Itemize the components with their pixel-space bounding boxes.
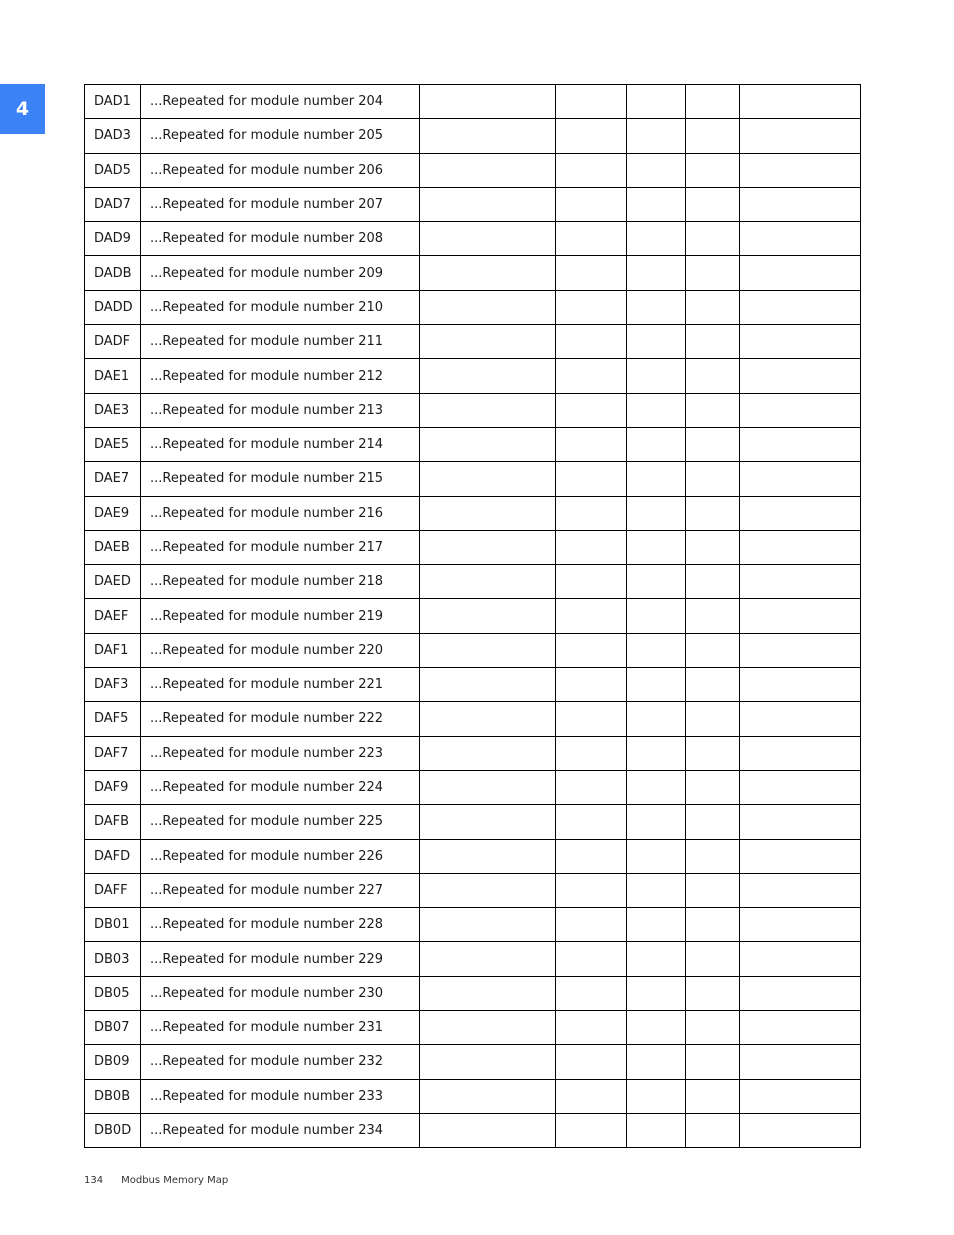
empty-cell (740, 805, 861, 839)
empty-cell (556, 393, 627, 427)
empty-cell (686, 770, 740, 804)
empty-cell (686, 187, 740, 221)
empty-cell (686, 1113, 740, 1147)
empty-cell (740, 359, 861, 393)
description-cell: ...Repeated for module number 224 (141, 770, 420, 804)
description-cell: ...Repeated for module number 207 (141, 187, 420, 221)
empty-cell (420, 325, 556, 359)
empty-cell (627, 1011, 686, 1045)
empty-cell (627, 736, 686, 770)
empty-cell (740, 1079, 861, 1113)
empty-cell (686, 530, 740, 564)
empty-cell (420, 359, 556, 393)
empty-cell (686, 1079, 740, 1113)
description-cell: ...Repeated for module number 227 (141, 873, 420, 907)
empty-cell (686, 393, 740, 427)
table-row (85, 530, 861, 564)
table-row (85, 85, 861, 119)
empty-cell (627, 427, 686, 461)
empty-cell (627, 805, 686, 839)
empty-cell (420, 222, 556, 256)
description-cell: ...Repeated for module number 211 (141, 325, 420, 359)
table-row (85, 325, 861, 359)
empty-cell (556, 873, 627, 907)
empty-cell (740, 770, 861, 804)
table-row (85, 839, 861, 873)
empty-cell (686, 256, 740, 290)
empty-cell (740, 462, 861, 496)
empty-cell (556, 325, 627, 359)
empty-cell (420, 187, 556, 221)
empty-cell (627, 187, 686, 221)
empty-cell (627, 496, 686, 530)
empty-cell (556, 222, 627, 256)
empty-cell (740, 702, 861, 736)
empty-cell (627, 1079, 686, 1113)
table-row (85, 633, 861, 667)
empty-cell (627, 908, 686, 942)
table-row (85, 222, 861, 256)
empty-cell (740, 393, 861, 427)
empty-cell (740, 187, 861, 221)
address-cell: DAF9 (85, 770, 141, 804)
empty-cell (420, 1079, 556, 1113)
empty-cell (740, 976, 861, 1010)
address-cell: DB05 (85, 976, 141, 1010)
description-cell: ...Repeated for module number 218 (141, 565, 420, 599)
empty-cell (420, 462, 556, 496)
empty-cell (420, 1113, 556, 1147)
table-row (85, 1113, 861, 1147)
empty-cell (686, 427, 740, 461)
empty-cell (740, 1011, 861, 1045)
empty-cell (627, 976, 686, 1010)
table-row (85, 805, 861, 839)
address-cell: DAD1 (85, 85, 141, 119)
table-row (85, 187, 861, 221)
empty-cell (627, 359, 686, 393)
empty-cell (686, 668, 740, 702)
empty-cell (556, 633, 627, 667)
table-row (85, 668, 861, 702)
description-cell: ...Repeated for module number 213 (141, 393, 420, 427)
description-cell: ...Repeated for module number 229 (141, 942, 420, 976)
empty-cell (686, 976, 740, 1010)
table-row (85, 496, 861, 530)
empty-cell (556, 908, 627, 942)
empty-cell (556, 942, 627, 976)
address-cell: DAFD (85, 839, 141, 873)
address-cell: DB0B (85, 1079, 141, 1113)
empty-cell (686, 908, 740, 942)
empty-cell (686, 702, 740, 736)
address-cell: DB03 (85, 942, 141, 976)
table-row (85, 393, 861, 427)
address-cell: DAD5 (85, 153, 141, 187)
description-cell: ...Repeated for module number 215 (141, 462, 420, 496)
address-cell: DB01 (85, 908, 141, 942)
empty-cell (740, 530, 861, 564)
empty-cell (627, 153, 686, 187)
empty-cell (627, 668, 686, 702)
description-cell: ...Repeated for module number 225 (141, 805, 420, 839)
empty-cell (420, 633, 556, 667)
address-cell: DAE7 (85, 462, 141, 496)
empty-cell (556, 770, 627, 804)
empty-cell (420, 668, 556, 702)
address-cell: DB0D (85, 1113, 141, 1147)
empty-cell (627, 599, 686, 633)
empty-cell (686, 496, 740, 530)
address-cell: DAF5 (85, 702, 141, 736)
empty-cell (420, 908, 556, 942)
empty-cell (556, 565, 627, 599)
section-title: Modbus Memory Map (121, 1175, 229, 1186)
table-row (85, 1079, 861, 1113)
empty-cell (556, 702, 627, 736)
empty-cell (686, 462, 740, 496)
page-number: 134 (84, 1175, 104, 1186)
empty-cell (686, 153, 740, 187)
empty-cell (740, 839, 861, 873)
table-row (85, 908, 861, 942)
empty-cell (420, 942, 556, 976)
memory-map-body (85, 85, 861, 1148)
table-row (85, 290, 861, 324)
description-cell: ...Repeated for module number 214 (141, 427, 420, 461)
description-cell: ...Repeated for module number 223 (141, 736, 420, 770)
description-cell: ...Repeated for module number 232 (141, 1045, 420, 1079)
empty-cell (556, 153, 627, 187)
description-cell: ...Repeated for module number 231 (141, 1011, 420, 1045)
description-cell: ...Repeated for module number 210 (141, 290, 420, 324)
empty-cell (420, 702, 556, 736)
empty-cell (556, 256, 627, 290)
empty-cell (627, 1045, 686, 1079)
empty-cell (556, 839, 627, 873)
empty-cell (740, 736, 861, 770)
empty-cell (627, 942, 686, 976)
empty-cell (420, 805, 556, 839)
empty-cell (556, 1113, 627, 1147)
table-row (85, 873, 861, 907)
address-cell: DAE1 (85, 359, 141, 393)
empty-cell (740, 290, 861, 324)
empty-cell (627, 119, 686, 153)
address-cell: DAE3 (85, 393, 141, 427)
empty-cell (686, 1045, 740, 1079)
table-row (85, 599, 861, 633)
address-cell: DAEF (85, 599, 141, 633)
empty-cell (556, 462, 627, 496)
empty-cell (556, 1079, 627, 1113)
description-cell: ...Repeated for module number 212 (141, 359, 420, 393)
empty-cell (686, 290, 740, 324)
empty-cell (420, 119, 556, 153)
description-cell: ...Repeated for module number 233 (141, 1079, 420, 1113)
address-cell: DAEB (85, 530, 141, 564)
empty-cell (686, 222, 740, 256)
empty-cell (686, 565, 740, 599)
table-row (85, 119, 861, 153)
empty-cell (556, 85, 627, 119)
description-cell: ...Repeated for module number 230 (141, 976, 420, 1010)
description-cell: ...Repeated for module number 226 (141, 839, 420, 873)
address-cell: DAF7 (85, 736, 141, 770)
empty-cell (556, 668, 627, 702)
empty-cell (740, 153, 861, 187)
empty-cell (686, 873, 740, 907)
address-cell: DAFB (85, 805, 141, 839)
empty-cell (556, 976, 627, 1010)
empty-cell (556, 599, 627, 633)
memory-map-table (84, 84, 861, 1148)
empty-cell (627, 85, 686, 119)
description-cell: ...Repeated for module number 209 (141, 256, 420, 290)
table-row (85, 736, 861, 770)
empty-cell (686, 359, 740, 393)
address-cell: DAF1 (85, 633, 141, 667)
empty-cell (420, 496, 556, 530)
empty-cell (420, 736, 556, 770)
address-cell: DAF3 (85, 668, 141, 702)
empty-cell (420, 873, 556, 907)
empty-cell (740, 668, 861, 702)
address-cell: DADD (85, 290, 141, 324)
empty-cell (627, 222, 686, 256)
empty-cell (420, 599, 556, 633)
empty-cell (686, 1011, 740, 1045)
empty-cell (627, 873, 686, 907)
empty-cell (627, 462, 686, 496)
address-cell: DADF (85, 325, 141, 359)
empty-cell (686, 805, 740, 839)
empty-cell (556, 290, 627, 324)
empty-cell (556, 187, 627, 221)
empty-cell (420, 530, 556, 564)
empty-cell (686, 85, 740, 119)
empty-cell (627, 256, 686, 290)
empty-cell (740, 633, 861, 667)
address-cell: DAD7 (85, 187, 141, 221)
empty-cell (420, 153, 556, 187)
empty-cell (420, 393, 556, 427)
description-cell: ...Repeated for module number 219 (141, 599, 420, 633)
chapter-tab: 4 (0, 84, 45, 134)
description-cell: ...Repeated for module number 220 (141, 633, 420, 667)
empty-cell (686, 839, 740, 873)
address-cell: DAFF (85, 873, 141, 907)
empty-cell (420, 976, 556, 1010)
table-row (85, 153, 861, 187)
empty-cell (556, 805, 627, 839)
empty-cell (556, 530, 627, 564)
empty-cell (556, 359, 627, 393)
empty-cell (740, 325, 861, 359)
empty-cell (420, 256, 556, 290)
empty-cell (686, 942, 740, 976)
table-row (85, 770, 861, 804)
empty-cell (627, 702, 686, 736)
empty-cell (420, 1045, 556, 1079)
empty-cell (740, 222, 861, 256)
table-row (85, 976, 861, 1010)
empty-cell (556, 427, 627, 461)
empty-cell (627, 633, 686, 667)
table-row (85, 942, 861, 976)
empty-cell (686, 736, 740, 770)
table-row (85, 1045, 861, 1079)
empty-cell (556, 1011, 627, 1045)
address-cell: DAE9 (85, 496, 141, 530)
empty-cell (627, 290, 686, 324)
description-cell: ...Repeated for module number 204 (141, 85, 420, 119)
empty-cell (686, 599, 740, 633)
empty-cell (627, 1113, 686, 1147)
empty-cell (740, 496, 861, 530)
empty-cell (420, 290, 556, 324)
empty-cell (740, 873, 861, 907)
empty-cell (420, 1011, 556, 1045)
empty-cell (740, 942, 861, 976)
description-cell: ...Repeated for module number 208 (141, 222, 420, 256)
empty-cell (740, 599, 861, 633)
description-cell: ...Repeated for module number 205 (141, 119, 420, 153)
empty-cell (627, 393, 686, 427)
empty-cell (740, 85, 861, 119)
empty-cell (740, 1113, 861, 1147)
empty-cell (627, 565, 686, 599)
address-cell: DB09 (85, 1045, 141, 1079)
address-cell: DAD3 (85, 119, 141, 153)
empty-cell (420, 85, 556, 119)
empty-cell (627, 839, 686, 873)
empty-cell (740, 119, 861, 153)
table-row (85, 565, 861, 599)
table-row (85, 462, 861, 496)
empty-cell (627, 530, 686, 564)
description-cell: ...Repeated for module number 217 (141, 530, 420, 564)
description-cell: ...Repeated for module number 234 (141, 1113, 420, 1147)
empty-cell (420, 565, 556, 599)
address-cell: DAE5 (85, 427, 141, 461)
table-row (85, 256, 861, 290)
empty-cell (740, 427, 861, 461)
empty-cell (556, 736, 627, 770)
table-row (85, 702, 861, 736)
description-cell: ...Repeated for module number 216 (141, 496, 420, 530)
description-cell: ...Repeated for module number 228 (141, 908, 420, 942)
empty-cell (556, 1045, 627, 1079)
empty-cell (740, 565, 861, 599)
description-cell: ...Repeated for module number 222 (141, 702, 420, 736)
address-cell: DB07 (85, 1011, 141, 1045)
empty-cell (420, 427, 556, 461)
empty-cell (740, 908, 861, 942)
empty-cell (556, 496, 627, 530)
empty-cell (686, 119, 740, 153)
description-cell: ...Repeated for module number 206 (141, 153, 420, 187)
address-cell: DADB (85, 256, 141, 290)
description-cell: ...Repeated for module number 221 (141, 668, 420, 702)
table-row (85, 1011, 861, 1045)
address-cell: DAD9 (85, 222, 141, 256)
table-row (85, 427, 861, 461)
empty-cell (556, 119, 627, 153)
empty-cell (627, 770, 686, 804)
empty-cell (686, 633, 740, 667)
page-footer (84, 1175, 228, 1186)
table-row (85, 359, 861, 393)
empty-cell (740, 256, 861, 290)
empty-cell (420, 770, 556, 804)
empty-cell (740, 1045, 861, 1079)
empty-cell (627, 325, 686, 359)
empty-cell (686, 325, 740, 359)
empty-cell (420, 839, 556, 873)
address-cell: DAED (85, 565, 141, 599)
